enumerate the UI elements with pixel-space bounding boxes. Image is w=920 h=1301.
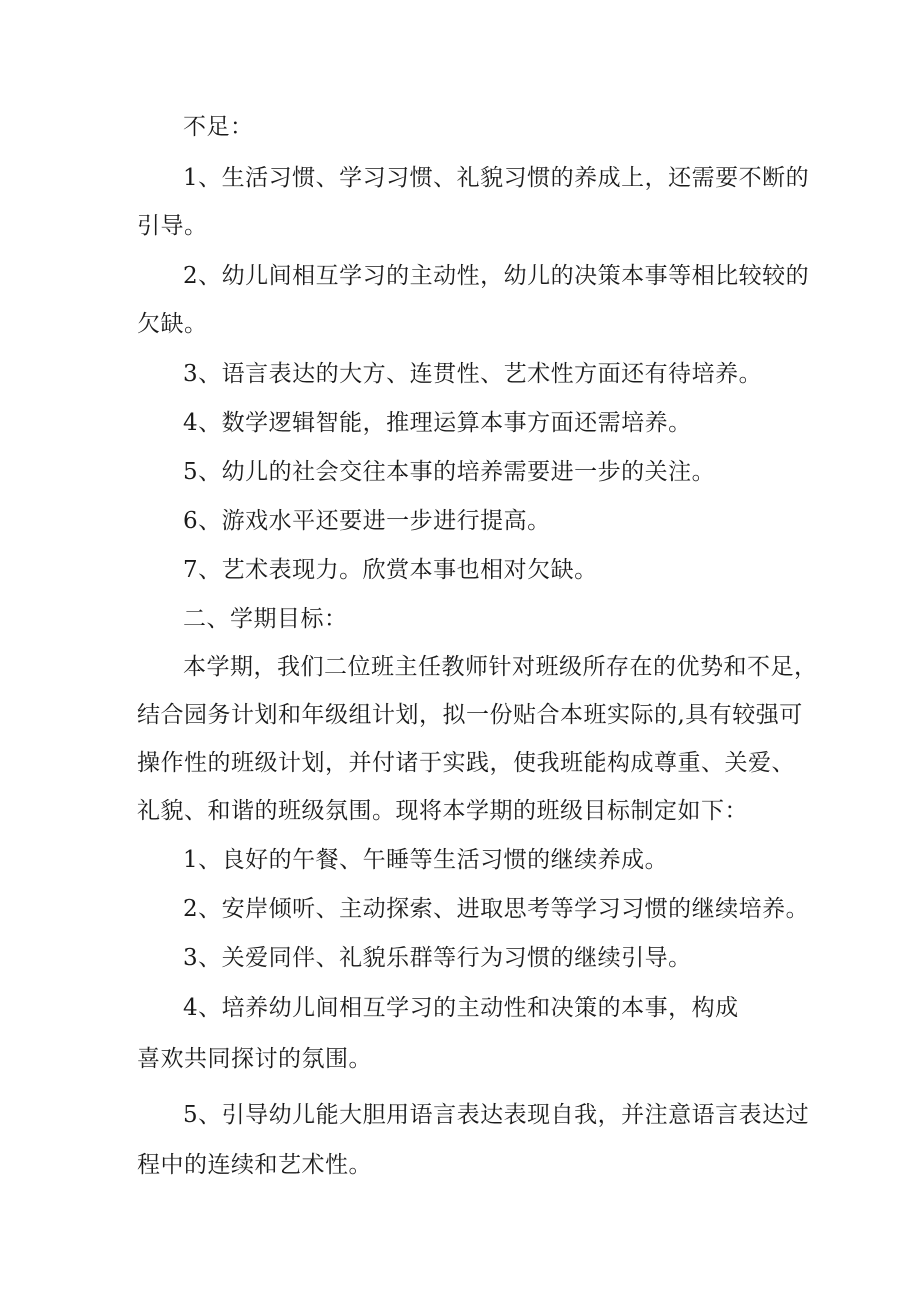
goals-heading: 二、学期目标： — [183, 606, 348, 632]
shortcoming-1-line1: 1、生活习惯、学习习惯、礼貌习惯的养成上，还需要不断的 — [183, 165, 810, 191]
goal-5-line2: 程中的连续和艺术性。 — [137, 1152, 372, 1178]
goals-intro-line3: 操作性的班级计划，并付诸于实践，使我班能构成尊重、关爱、 — [137, 750, 795, 776]
shortcoming-7: 7、艺术表现力。欣赏本事也相对欠缺。 — [183, 557, 598, 583]
goal-3: 3、关爱同伴、礼貌乐群等行为习惯的继续引导。 — [183, 945, 692, 971]
goals-intro-line4: 礼貌、和谐的班级氛围。现将本学期的班级目标制定如下： — [137, 798, 748, 824]
shortcoming-5: 5、幼儿的社会交往本事的培养需要进一步的关注。 — [183, 459, 716, 485]
shortcoming-2-line1: 2、幼儿间相互学习的主动性，幼儿的决策本事等相比较较的 — [183, 263, 810, 289]
shortcoming-4: 4、数学逻辑智能，推理运算本事方面还需培养。 — [183, 410, 692, 436]
goal-4-line1: 4、培养幼儿间相互学习的主动性和决策的本事，构成 — [183, 995, 739, 1021]
shortcoming-2-line2: 欠缺。 — [137, 311, 208, 337]
shortcoming-3: 3、语言表达的大方、连贯性、艺术性方面还有待培养。 — [183, 361, 763, 387]
goal-2: 2、安岸倾听、主动探索、进取思考等学习习惯的继续培养。 — [183, 896, 810, 922]
goals-intro-line1: 本学期，我们二位班主任教师针对班级所存在的优势和不足， — [183, 654, 818, 680]
goals-intro-line2: 结合园务计划和年级组计划，拟一份贴合本班实际的,具有较强可 — [137, 702, 803, 728]
shortcoming-1-line2: 引导。 — [137, 213, 208, 239]
goal-1: 1、良好的午餐、午睡等生活习惯的继续养成。 — [183, 847, 669, 873]
goal-4-line2: 喜欢共同探讨的氛围。 — [137, 1046, 372, 1072]
goal-5-line1: 5、引导幼儿能大胆用语言表达表现自我，并注意语言表达过 — [183, 1102, 810, 1128]
shortcomings-heading: 不足： — [183, 114, 254, 140]
shortcoming-6: 6、游戏水平还要进一步进行提高。 — [183, 508, 551, 534]
